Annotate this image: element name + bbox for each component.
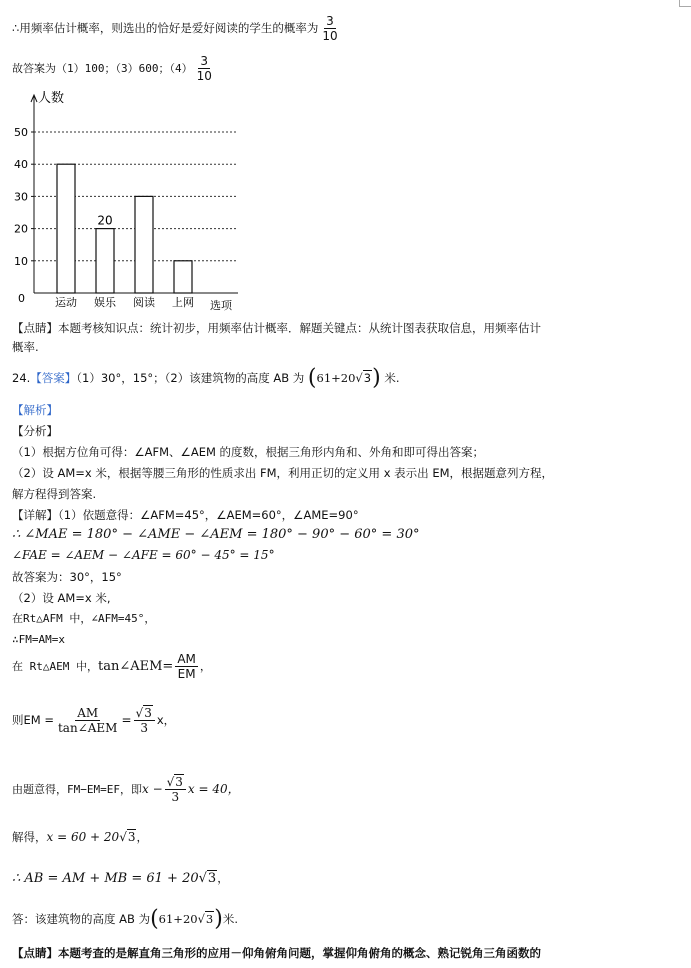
- answer-angles: 故答案为：30°，15°: [12, 570, 122, 584]
- page-corner-mark: [679, 0, 691, 7]
- y-tick-label-40: 40: [14, 158, 28, 172]
- part2-line: （2）设 AM=x 米,: [12, 591, 111, 605]
- analysis-2: （2）设 AM=x 米，根据等腰三角形的性质求出 FM，利用正切的定义用 x 表示出 EM，根据题意列方程，: [12, 466, 554, 480]
- bar-运动: [57, 164, 75, 293]
- note1-line2: 概率.: [12, 340, 39, 354]
- probability-line: [12, 14, 342, 43]
- y-tick-label-50: 50: [14, 126, 28, 139]
- origin-label: 0: [18, 292, 25, 305]
- x-tick-label-运动: 运动: [55, 296, 77, 309]
- em-prefix: 则EM =: [12, 713, 54, 727]
- answer-unit: 米.: [384, 371, 400, 385]
- fraction-am-em: $\frac{AM}{EM}$: [177, 652, 196, 681]
- equation-line: 由题意得，FM−EM=EF，即x − $\frac{√3}{3}$ x = 40，: [12, 775, 240, 804]
- equation-prefix: 由题意得，FM−EM=EF，即: [12, 783, 142, 796]
- fraction-sqrt3-3: $\frac{√3}{3}$: [134, 706, 155, 735]
- bar-上网: [174, 261, 192, 293]
- answer-value: 61+20: [316, 371, 356, 385]
- bar-娱乐: [96, 229, 114, 293]
- y-tick-label-30: 30: [14, 190, 28, 204]
- x-tick-label-阅读: 阅读: [133, 296, 155, 309]
- analysis-3: 解方程得到答案.: [12, 487, 97, 501]
- fraction-3-10-b: $\frac{3}{10}$: [196, 54, 212, 83]
- tan-line: 在 Rt△AEM 中，tan∠AEM= $\frac{AM}{EM}$ ，: [12, 652, 212, 681]
- equation-1: ∴ ∠MAE = 180° − ∠AME − ∠AEM = 180° − 90° − 60° = 30°: [12, 527, 420, 542]
- y-tick-label-20: 20: [14, 222, 28, 236]
- em-line: 则EM = $\frac{AM}{\text{tan∠AEM}}$ = $\frac{√3}{3}$ x，: [12, 706, 176, 735]
- answer-line: [12, 54, 216, 83]
- fraction-am-tan: $\frac{AM}{\text{tan∠AEM}}$: [57, 706, 118, 735]
- solve-line: 解得，x = 60 + 20√3，: [12, 830, 148, 844]
- detail-line: 【详解】（1）依题意得：∠AFM=45°，∠AEM=60°，∠AME=90°: [12, 508, 359, 522]
- rt-afm-line: 在Rt△AFM 中，∠AFM=45°，: [12, 612, 156, 625]
- x-tick-label-娱乐: 娱乐: [94, 296, 116, 309]
- fm-line: ∴FM=AM=x: [12, 633, 65, 646]
- answer-text: 故答案为（1）100；（3）600；（4）: [12, 62, 193, 75]
- jiexi-tag: 【解析】: [12, 403, 58, 417]
- ab-line: ∴ AB = AM + MB = 61 + 20√3，: [12, 871, 229, 886]
- fenxi-tag: 【分析】: [12, 424, 58, 438]
- sqrt-3: √3: [355, 371, 372, 385]
- question-number: 24.: [12, 371, 31, 385]
- note1-line1: 【点睛】本题考核知识点：统计初步，用频率估计概率．解题关键点：从统计图表获取信息，用频率估计: [12, 321, 541, 335]
- answer-tag: 【答案】: [30, 371, 77, 385]
- note2-line: 【点睛】本题考查的是解直角三角形的应用－仰角俯角问题，掌握仰角俯角的概念、熟记锐角三角函数的: [12, 946, 541, 960]
- fraction-sqrt3-3-b: $\frac{√3}{3}$: [165, 775, 186, 804]
- answer-text: （1）30°，15°；（2）该建筑物的高度 AB 为: [76, 371, 305, 385]
- y-tick-label-10: 10: [14, 254, 28, 268]
- x-axis-label: 选项: [210, 299, 232, 312]
- y-axis-label: 人数: [38, 91, 65, 106]
- tan-label: tan∠AEM=: [97, 659, 174, 674]
- data-label-娱乐: 20: [97, 213, 113, 228]
- equation-2: ∠FAE = ∠AEM − ∠AFE = 60° − 45° = 15°: [12, 548, 275, 562]
- probability-text: ∴用频率估计概率，则选出的恰好是爱好阅读的学生的概率为: [12, 21, 319, 35]
- q24-answer-line: 24.【答案】（1）30°，15°；（2）该建筑物的高度 AB 为 (61+20√3) 米.: [12, 365, 400, 391]
- x-tick-label-上网: 上网: [172, 296, 194, 309]
- bar-chart: [0, 86, 250, 316]
- bar-阅读: [135, 196, 153, 293]
- final-answer-line: 答：该建筑物的高度 AB 为(61+20√3)米.: [12, 906, 238, 932]
- fraction-3-10: $\frac{3}{10}$: [322, 14, 338, 43]
- rt-aem-text: 在 Rt△AEM 中，: [12, 660, 98, 673]
- analysis-1: （1）根据方位角可得：∠AFM、∠AEM 的度数，根据三角形内角和、外角和即可得出答案；: [12, 445, 485, 459]
